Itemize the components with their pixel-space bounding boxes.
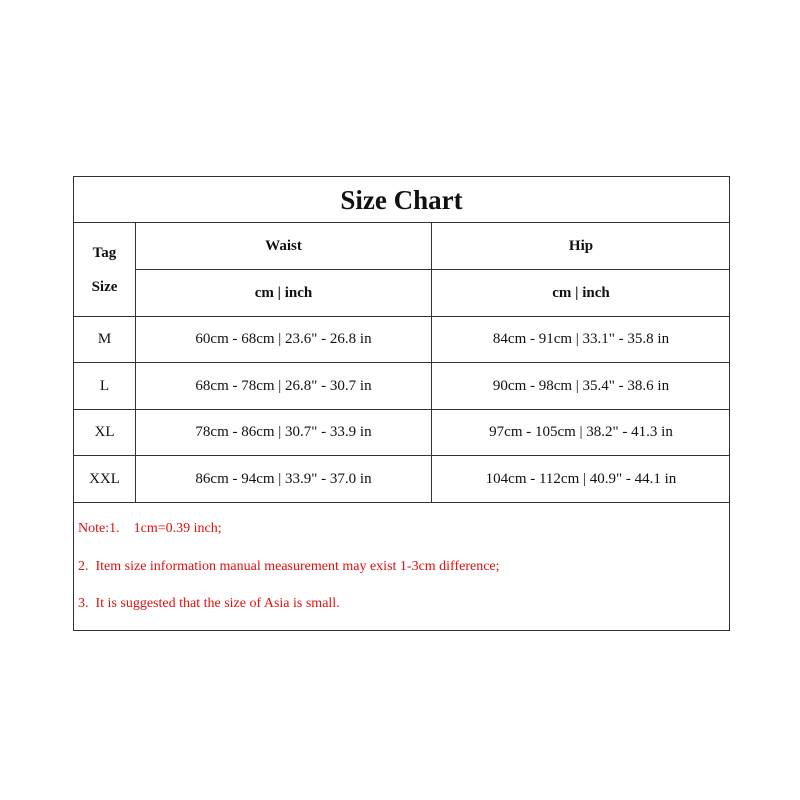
hip-unit-header: cm | inch [552,284,610,301]
waist-cell-l: 68cm - 78cm | 26.8" - 30.7 in [195,377,372,394]
note-1: Note:1. 1cm=0.39 inch; [78,521,222,536]
waist-unit-header: cm | inch [254,284,313,301]
tag-size-header-line1: Tag [92,244,117,261]
tag-size-header [74,223,135,316]
hip-cell-xl: 97cm - 105cm | 38.2" - 41.3 in [489,424,673,440]
chart-title: Size Chart [74,177,729,223]
hip-cell-l: 90cm - 98cm | 35.4" - 38.6 in [492,377,670,394]
note-3: 3. It is suggested that the size of Asia is small. [78,596,340,611]
waist-cell-xxl: 86cm - 94cm | 33.9" - 37.0 in [195,470,372,487]
tag-size-header-line2: Size [91,278,118,295]
hip-header: Hip [568,237,594,254]
note-2: 2. Item size information manual measurement may exist 1-3cm difference; [78,559,500,574]
waist-cell-m: 60cm - 68cm | 23.6" - 26.8 in [195,331,372,347]
size-chart-table [73,176,730,631]
size-cell-m: M [97,331,112,347]
waist-cell-xl: 78cm - 86cm | 30.7" - 33.9 in [195,424,372,440]
waist-header: Waist [265,237,302,254]
hip-cell-xxl: 104cm - 112cm | 40.9" - 44.1 in [485,470,677,487]
size-cell-xl: XL [94,424,115,440]
hip-cell-m: 84cm - 91cm | 33.1" - 35.8 in [492,331,670,347]
size-cell-l: L [99,377,110,394]
grid-line [74,502,730,503]
size-cell-xxl: XXL [89,470,120,487]
